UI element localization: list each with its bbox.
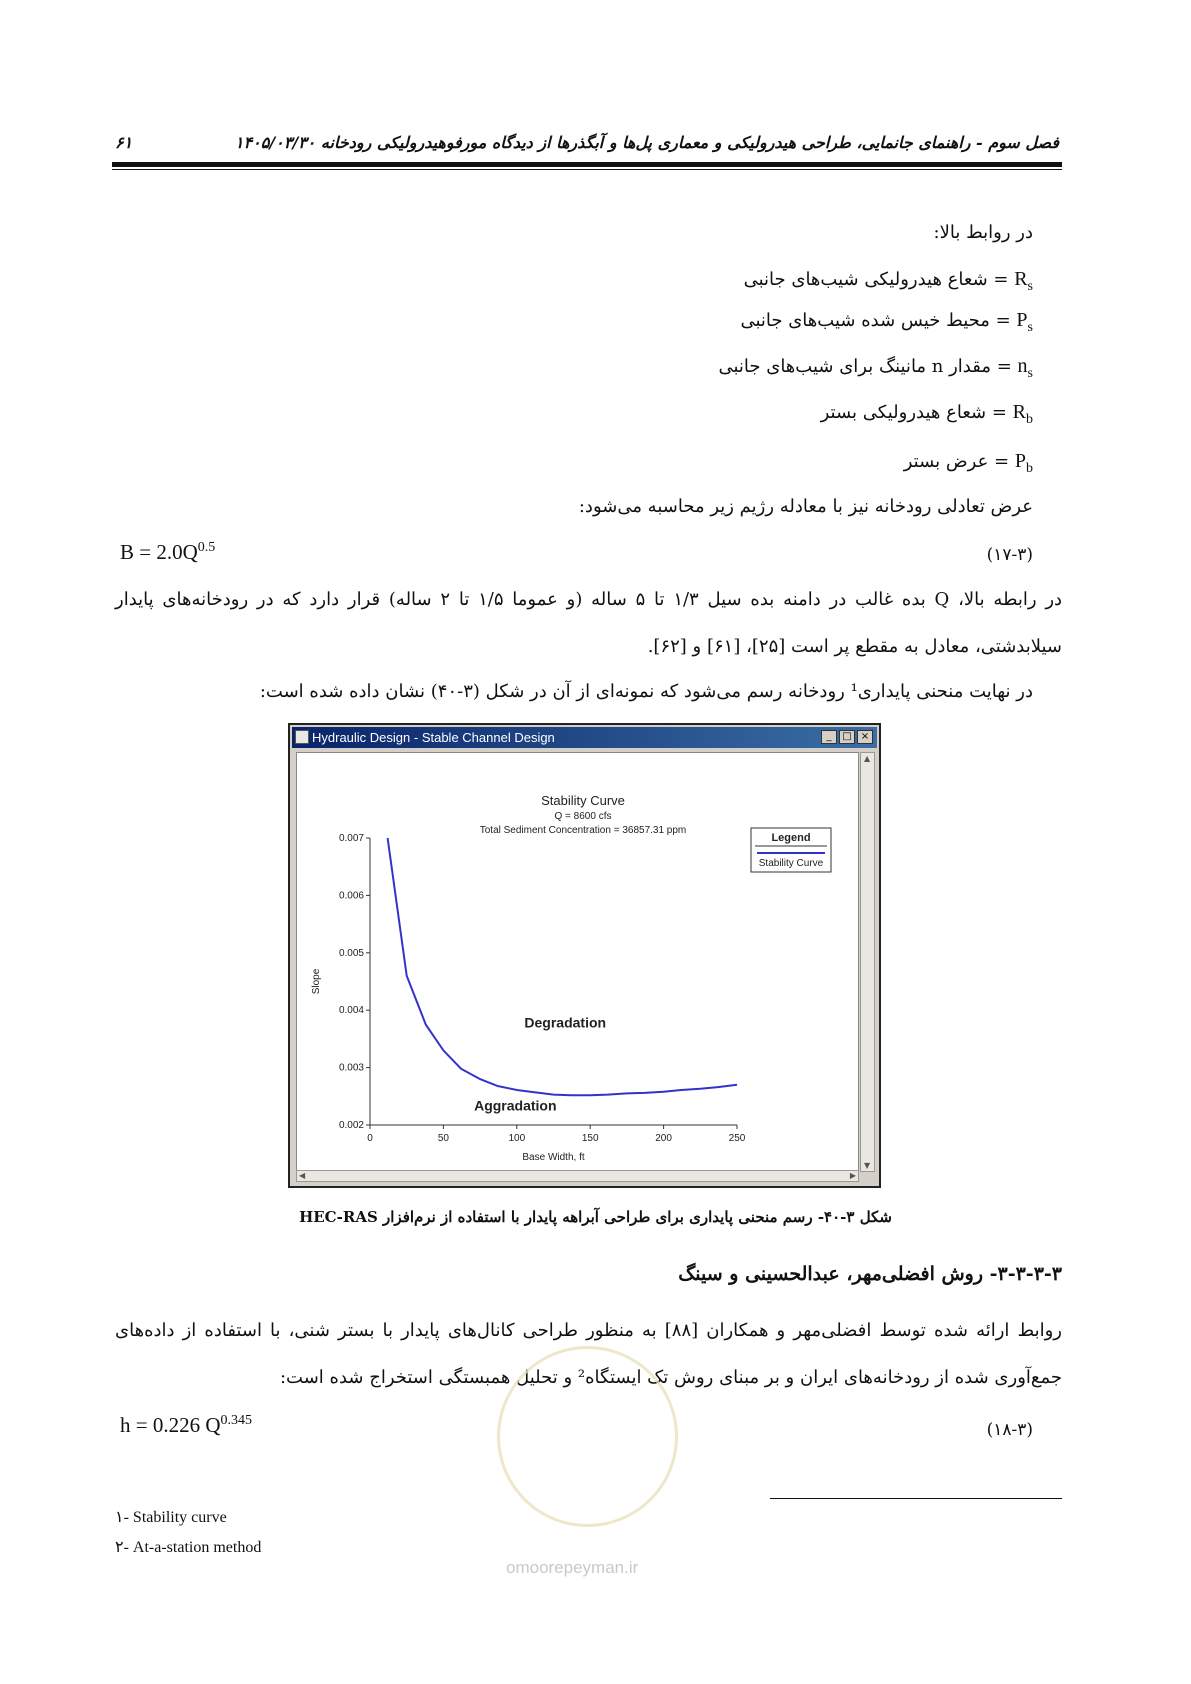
x-axis-label: Base Width, ft (522, 1152, 585, 1163)
definition-symbol: $P_s$ (1016, 309, 1033, 335)
y-tick-label: 0.006 (338, 890, 364, 902)
equation-17-3: $B = 2.0Q^{0.5}$ (120, 540, 216, 564)
watermark-text: omoorepeyman.ir (506, 1558, 639, 1577)
definition-text: = محیط خیس شده شیب‌های جانبی (740, 310, 1011, 331)
page-number: ۶۱ (115, 133, 133, 152)
definition-text: = عرض بستر (903, 451, 1010, 472)
x-tick-label: 150 (581, 1133, 599, 1144)
y-tick-label: 0.004 (338, 1005, 364, 1017)
y-tick-label: 0.003 (338, 1062, 364, 1074)
definition-pb (904, 450, 1033, 477)
maximize-button[interactable]: □ (839, 730, 855, 744)
chart-area (296, 752, 859, 1172)
paragraph-afzalimehr: روابط ارائه شده توسط افضلی‌مهر و همکاران [۸۸] به منظور طراحی کانال‌های پایدار با بستر شنی، با استفاده از داده‌های جمع‌آوری شده از رودخانه‌های ایران و بر مبنای روش تک ایستگاه² و تحلیل همبستگی استخراج شده است: (115, 1320, 1062, 1388)
definition-symbol: $R_s$ (1014, 268, 1033, 294)
y-tick-label: 0.002 (338, 1120, 364, 1131)
header-rule-thick (112, 162, 1062, 167)
paragraph-stability-curve: در نهایت منحنی پایداری¹ رودخانه رسم می‌شود که نمونه‌ای از آن در شکل (۳-۴۰) نشان داده شده است: (259, 681, 1033, 702)
equation-number-18-3: (۱۸-۳) (986, 1420, 1033, 1440)
x-tick-label: 100 (508, 1133, 526, 1144)
footnote-rule (770, 1498, 1062, 1499)
chart-subtitle-discharge: Q = 8600 cfs (554, 811, 612, 822)
x-tick-label: 250 (728, 1133, 746, 1144)
definition-symbol: $P_b$ (1014, 450, 1033, 476)
close-button[interactable]: × (857, 730, 873, 744)
y-axis-label: Slope (311, 968, 322, 995)
equation-18-3: h = 0.226 $Q^{0.345}$ (120, 1413, 253, 1437)
section-heading: ۳-۳-۳-۳- روش افضلی‌مهر، عبدالحسینی و سینگ (678, 1263, 1062, 1285)
x-tick-label: 200 (655, 1133, 672, 1144)
definition-text: = مقدار n مانینگ برای شیب‌های جانبی (718, 356, 1012, 377)
footnote-1: ۱- Stability curve (115, 1509, 227, 1526)
window-controls (821, 730, 873, 744)
legend-title: Legend (771, 832, 811, 844)
x-tick-label: 0 (367, 1133, 373, 1144)
y-tick-label: 0.005 (338, 947, 364, 959)
window-title: Hydraulic Design - Stable Channel Design (312, 730, 555, 745)
minimize-button[interactable]: _ (821, 730, 837, 744)
legend-entry: Stability Curve (758, 858, 824, 869)
scroll-left-icon[interactable]: ◀ (299, 1171, 306, 1180)
region-label: Aggradation (474, 1097, 557, 1114)
running-header: فصل سوم - راهنمای جانمایی، طراحی هیدرولیکی و معماری پل‌ها و آبگذرها از دیدگاه مورفوهیدرولیکی رودخانه ۱۴۰۵/۰۳/۳۰ (234, 133, 1059, 152)
definition-text: = شعاع هیدرولیکی بستر (820, 402, 1007, 423)
app-icon (295, 730, 309, 744)
equation-number-17-3: (۱۷-۳) (986, 545, 1033, 565)
stability-curve-line (388, 838, 737, 1095)
intro-line: در روابط بالا: (933, 222, 1033, 243)
y-tick-label: 0.007 (338, 833, 364, 844)
regime-sentence: عرض تعادلی رودخانه نیز با معادله رژیم زیر محاسبه می‌شود: (578, 496, 1033, 517)
scroll-down-icon[interactable]: ▼ (864, 1161, 871, 1170)
chart-title: Stability Curve (541, 793, 625, 808)
vertical-scrollbar[interactable] (860, 752, 875, 1172)
header-rule-thin (112, 169, 1062, 170)
figure-caption: شکل ۳-۴۰- رسم منحنی پایداری برای طراحی آبراهه پایدار با استفاده از نرم‌افزار HEC-RAS (299, 1208, 892, 1226)
stability-chart (297, 753, 858, 1171)
scroll-right-icon[interactable]: ▶ (849, 1171, 856, 1180)
definition-rb (821, 401, 1033, 428)
definition-symbol: $n_s$ (1017, 355, 1033, 381)
scroll-up-icon[interactable]: ▲ (864, 754, 871, 763)
x-tick-label: 50 (437, 1133, 449, 1144)
window-title-bar[interactable] (292, 727, 877, 748)
paragraph-regime: در رابطه بالا، Q بده غالب در دامنه بده سیل ۱/۳ تا ۵ ساله (و عموما ۱/۵ تا ۲ ساله) قرار دارد که در رودخانه‌های پایدار سیلابدشتی، معادل به مقطع پر است [۲۵]، [۶۱] و [۶۲]. (115, 589, 1063, 657)
horizontal-scrollbar[interactable] (296, 1170, 859, 1182)
watermark-seal (497, 1346, 678, 1527)
footnote-2: ۲- At-a-station method (115, 1539, 262, 1556)
chart-subtitle-sediment: Total Sediment Concentration = 36857.31 ppm (479, 825, 687, 836)
definition-text: = شعاع هیدرولیکی شیب‌های جانبی (743, 269, 1009, 290)
definition-ps (740, 309, 1033, 336)
definition-symbol: $R_b$ (1012, 401, 1033, 427)
region-label: Degradation (524, 1014, 607, 1031)
hecras-window (288, 723, 881, 1188)
definition-rs (744, 268, 1033, 295)
definition-ns (718, 355, 1033, 382)
